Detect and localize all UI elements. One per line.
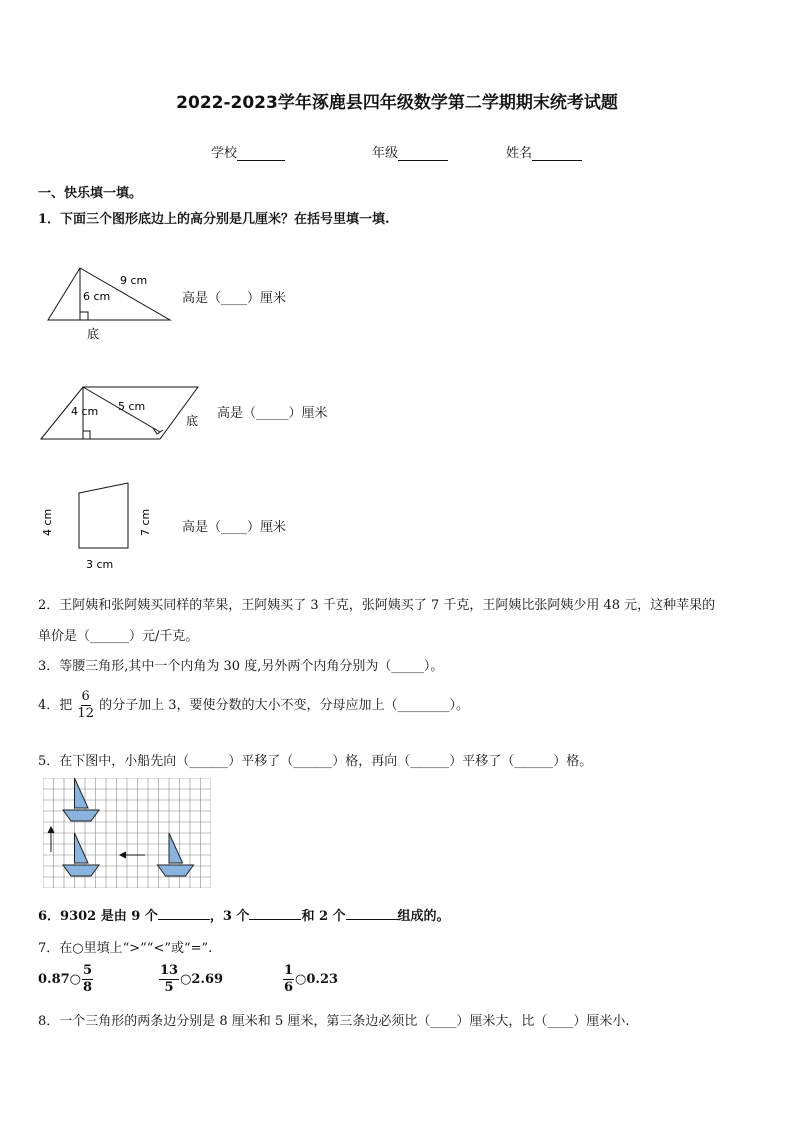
q7b-num: 13 [160,963,179,978]
trapezoid-bottom-label: 3 cm [86,558,114,571]
q7a-den: 8 [83,980,93,995]
q7a-num: 5 [83,963,93,978]
name-field[interactable] [506,142,582,161]
boat-bottom-right-hull [158,865,194,876]
question-6[interactable] [38,905,450,924]
q4-post: 的分子加上 3，要使分数的大小不变，分母应加上（________）。 [99,698,470,713]
q4-pre: 4．把 [38,698,73,713]
q7b-den: 5 [164,980,174,995]
q6-part3: 和 2 个 [301,909,346,924]
q7c-den: 6 [284,980,294,995]
q6-part2: ，3 个 [209,909,250,924]
boat-bottom-left-sail [75,833,89,863]
trapezoid-right-label: 7 cm [139,508,152,536]
boat-top-sail [75,778,89,808]
question-2-line1: 2．王阿姨和张阿姨买同样的苹果，王阿姨买了 3 千克，张阿姨买了 7 千克，王阿姨比张阿姨少用 48 元，这种苹果的 [38,598,716,613]
q6-part4: 组成的。 [397,909,450,924]
up-arrow-head [48,827,54,833]
trapezoid-figure [38,478,158,573]
q6-part1: 6．9302 是由 9 个 [38,909,158,924]
q7c-right: ○0.23 [295,972,339,987]
question-5[interactable]: 5．在下图中，小船先向（______）平移了（______）格，再向（______）平移了（______）格。 [38,754,593,769]
triangle-height-label: 6 cm [83,290,111,303]
right-angle-mark [83,431,90,439]
answer-1c[interactable]: 高是（____）厘米 [182,520,287,535]
question-1: 1．下面三个图形底边上的高分别是几厘米？在括号里填一填. [38,212,390,227]
triangle-base-label: 底 [87,327,100,341]
section-heading: 一、快乐填一填。 [38,186,143,201]
q7c-num: 1 [284,963,294,978]
boat-bottom-left-hull [63,865,99,876]
q7a-left: 0.87○ [38,972,82,987]
boat-bottom-right-sail [169,833,183,863]
parallelogram-diag-label: 5 cm [118,400,146,413]
grade-label: 年级 [372,146,399,161]
page-title: 2022-2023学年涿鹿县四年级数学第二学期期末统考试题 [176,93,618,113]
answer-1a[interactable]: 高是（____）厘米 [182,291,287,306]
triangle-figure [40,260,180,345]
q7b-right: ○2.69 [180,972,224,987]
triangle-side-label: 9 cm [120,274,148,287]
q7-item-a[interactable] [38,963,94,996]
trapezoid-shape [79,483,128,548]
q7-item-b[interactable] [158,963,223,996]
name-blank[interactable] [532,146,582,161]
parallelogram-shape [41,387,198,439]
grade-field[interactable] [372,142,448,161]
question-4[interactable] [38,689,469,722]
answer-1b[interactable]: 高是（_____）厘米 [217,406,328,421]
q4-numerator: 6 [81,689,90,704]
school-blank[interactable] [237,146,285,161]
school-field[interactable] [211,142,285,161]
parallelogram-height-label: 4 cm [71,405,99,418]
q6-blank1[interactable] [158,907,210,920]
parallelogram-figure [38,382,208,447]
q7b-fraction [159,963,179,996]
q7c-fraction [283,963,294,996]
q6-blank3[interactable] [346,907,398,920]
q7-item-c[interactable] [282,963,338,996]
school-label: 学校 [211,146,238,161]
trapezoid-left-label: 4 cm [41,508,54,536]
grade-blank[interactable] [398,146,448,161]
boat-top-hull [63,810,99,821]
parallelogram-base-label: 底 [186,414,199,428]
question-2-line2[interactable]: 单价是（______）元/千克。 [38,629,199,644]
name-label: 姓名 [506,146,533,161]
question-8[interactable]: 8．一个三角形的两条边分别是 8 厘米和 5 厘米，第三条边必须比（____）厘米大，比（____）厘米小. [38,1014,630,1029]
q4-denominator: 12 [77,706,94,721]
question-7: 7．在○里填上“>”“<”或“=”. [38,941,213,956]
question-3[interactable]: 3．等腰三角形,其中一个内角为 30 度,另外两个内角分别为（_____）。 [38,659,444,674]
q6-blank2[interactable] [249,907,301,920]
q7a-fraction [82,963,93,996]
right-angle-mark [80,312,88,320]
q4-fraction [77,689,94,722]
boat-grid-figure [43,778,211,888]
left-arrow-head [120,852,126,858]
